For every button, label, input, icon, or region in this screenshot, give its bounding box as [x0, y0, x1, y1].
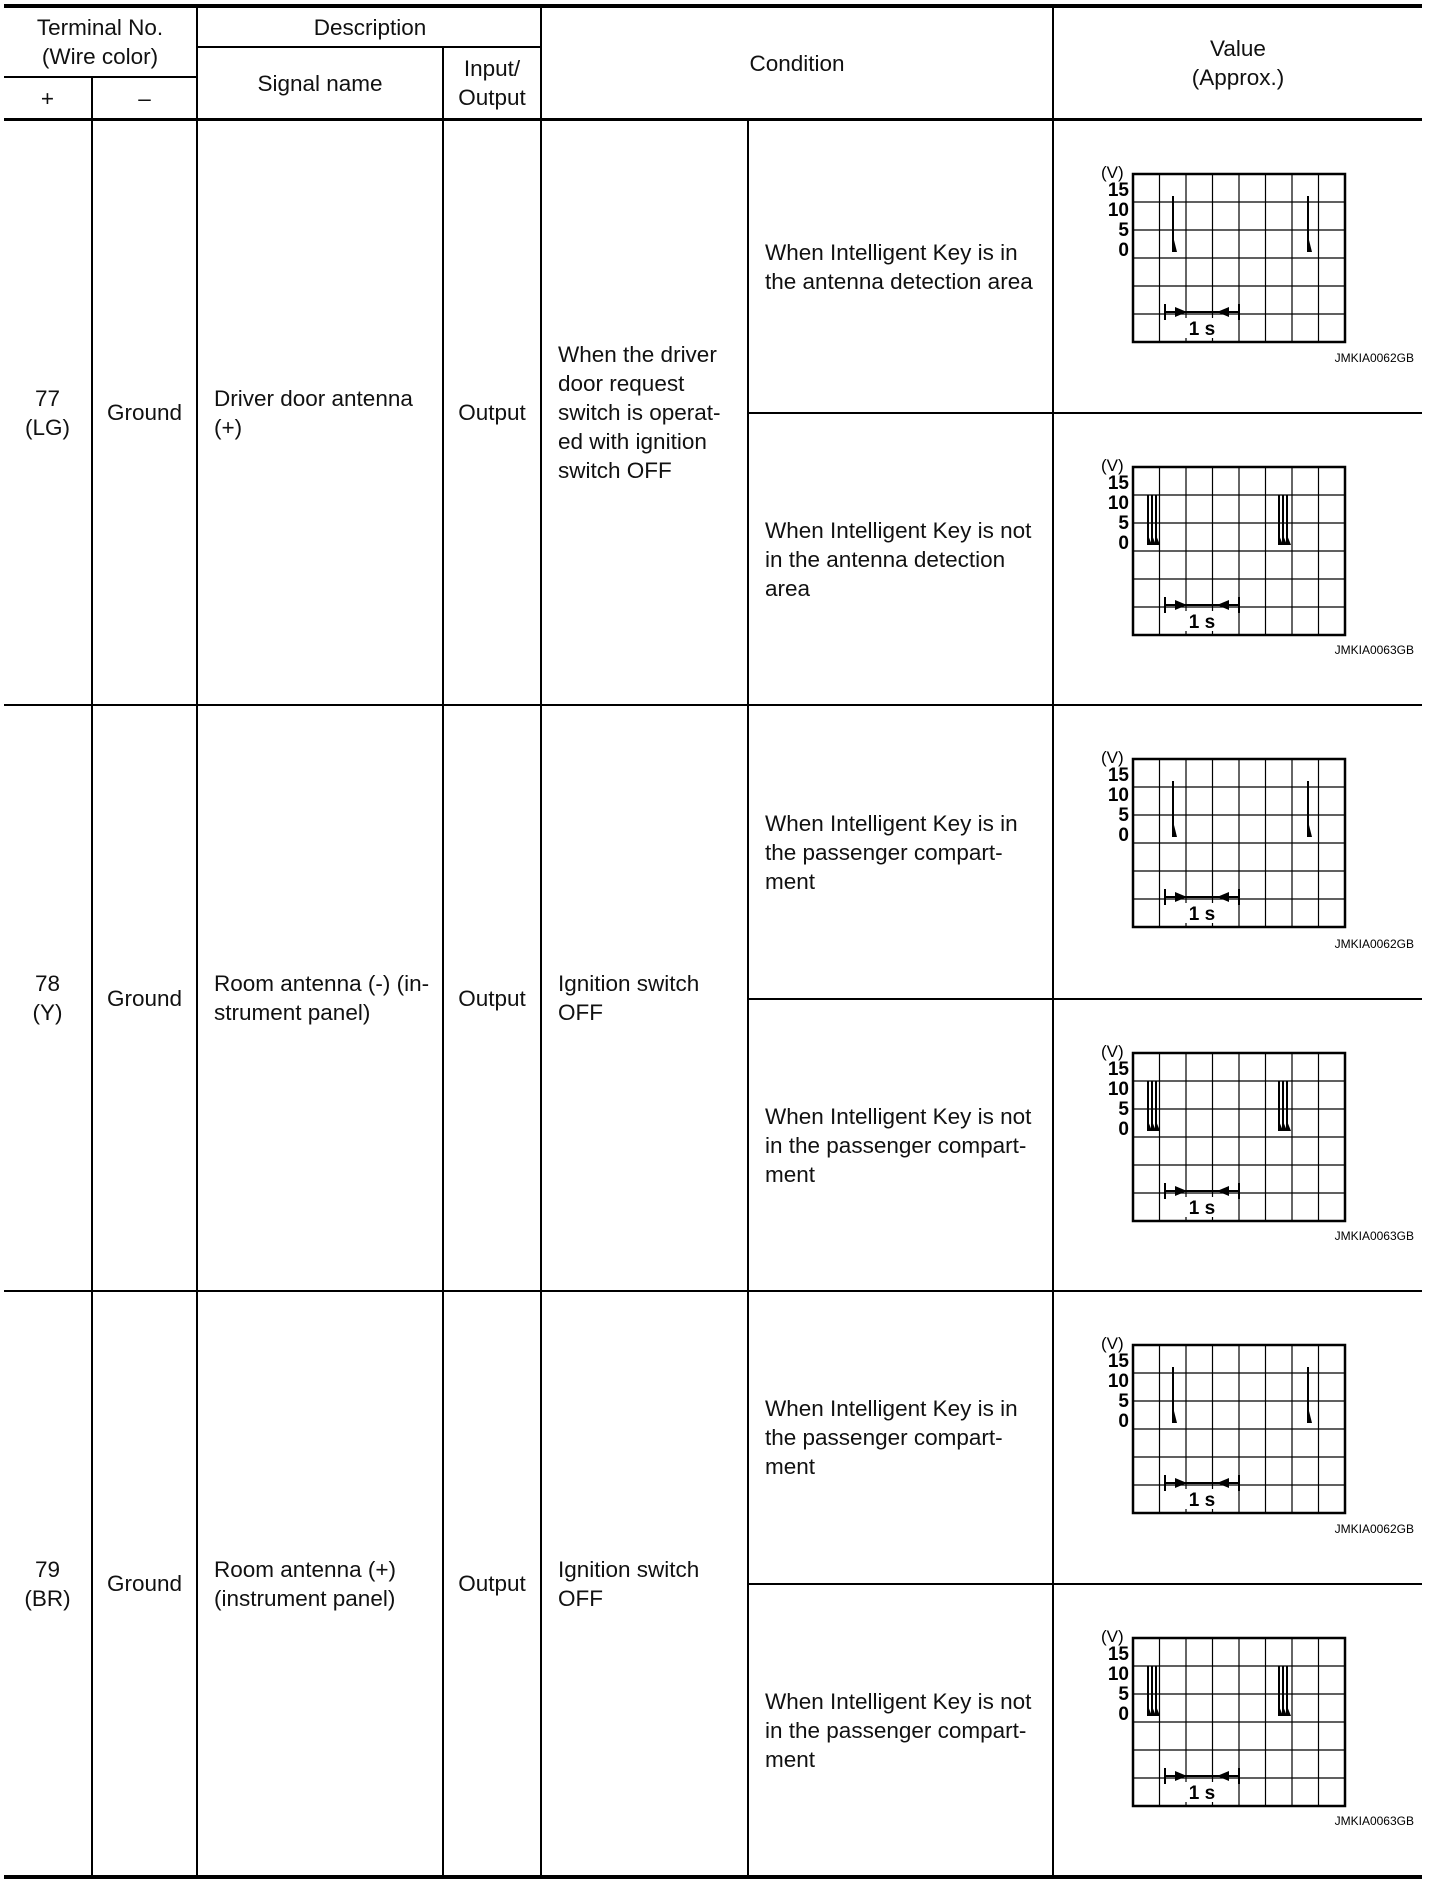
time-scale-arrow	[1175, 600, 1187, 610]
time-scale-arrow	[1175, 307, 1187, 317]
ground-label: Ground	[106, 400, 183, 425]
waveform-figure	[1054, 1292, 1422, 1583]
time-scale-label: 1 s	[1188, 1490, 1216, 1511]
signal-decay	[1287, 535, 1291, 545]
y-tick-label: 0	[1118, 1119, 1129, 1140]
sub-condition: When Intelligent Key is not in the antenna detection area	[765, 517, 1032, 601]
signal-decay	[1173, 1407, 1177, 1423]
time-scale-label: 1 s	[1188, 1198, 1216, 1219]
y-axis-unit: (V)	[1101, 1627, 1124, 1646]
signal-name: Room antenna (+) (instrument panel)	[214, 1556, 396, 1611]
header-minus: –	[138, 85, 151, 111]
y-tick-label: 5	[1118, 1684, 1129, 1705]
y-tick-label: 5	[1118, 805, 1129, 826]
waveform-chart	[1054, 414, 1422, 704]
time-scale-arrow	[1175, 892, 1187, 902]
time-scale-arrow	[1175, 1771, 1187, 1781]
header-value: Value (Approx.)	[1191, 36, 1285, 90]
waveform-figure	[1054, 706, 1422, 998]
time-scale-arrow	[1217, 1478, 1229, 1488]
y-axis-unit: (V)	[1101, 1042, 1124, 1061]
signal-name: Driver door antenna (+)	[214, 385, 413, 440]
figure-id: JMKIA0063GB	[1334, 1814, 1414, 1828]
condition: Ignition switch OFF	[558, 1556, 700, 1611]
header-description: Description	[313, 14, 427, 40]
time-scale-arrow	[1217, 307, 1229, 317]
time-scale-arrow	[1217, 600, 1229, 610]
y-tick-label: 10	[1107, 1079, 1129, 1100]
signal-decay	[1308, 821, 1312, 837]
y-tick-label: 5	[1118, 220, 1129, 241]
waveform-chart	[1054, 1000, 1422, 1290]
waveform-figure	[1054, 414, 1422, 704]
header-input-output: Input/ Output	[458, 56, 526, 110]
time-scale-arrow	[1217, 892, 1229, 902]
y-tick-label: 0	[1118, 825, 1129, 846]
header-plus: +	[40, 85, 55, 111]
y-tick-label: 0	[1118, 533, 1129, 554]
terminal-number: 77 (LG)	[25, 385, 70, 440]
y-tick-label: 0	[1118, 1704, 1129, 1725]
y-tick-label: 10	[1107, 493, 1129, 514]
ground-label: Ground	[106, 985, 183, 1011]
y-tick-label: 5	[1118, 1391, 1129, 1412]
waveform-chart	[1054, 1292, 1422, 1583]
header-signal-name: Signal name	[257, 70, 383, 96]
waveform-figure	[1054, 121, 1422, 412]
terminal-table	[4, 4, 1422, 1880]
y-tick-label: 15	[1107, 1059, 1129, 1080]
y-tick-label: 10	[1107, 1664, 1129, 1685]
time-scale-arrow	[1175, 1186, 1187, 1196]
y-tick-label: 15	[1107, 1644, 1129, 1665]
time-scale-arrow	[1217, 1186, 1229, 1196]
y-tick-label: 10	[1107, 1371, 1129, 1392]
time-scale-label: 1 s	[1188, 904, 1216, 925]
time-scale-label: 1 s	[1188, 612, 1216, 633]
y-tick-label: 0	[1118, 1411, 1129, 1432]
y-tick-label: 15	[1107, 473, 1129, 494]
y-tick-label: 15	[1107, 180, 1129, 201]
input-output: Output	[458, 400, 526, 425]
signal-decay	[1287, 1706, 1291, 1716]
figure-id: JMKIA0062GB	[1334, 351, 1414, 365]
condition: Ignition switch OFF	[558, 971, 700, 1025]
figure-id: JMKIA0062GB	[1334, 937, 1414, 951]
signal-decay	[1308, 1407, 1312, 1423]
time-scale-arrow	[1217, 1771, 1229, 1781]
input-output: Output	[458, 985, 526, 1011]
y-axis-unit: (V)	[1101, 1334, 1124, 1353]
y-tick-label: 15	[1107, 765, 1129, 786]
y-axis-unit: (V)	[1101, 163, 1124, 182]
figure-id: JMKIA0063GB	[1334, 643, 1414, 657]
signal-decay	[1173, 821, 1177, 837]
signal-name: Room antenna (-) (in- strument panel)	[214, 971, 430, 1025]
table-bottom-rule	[4, 1875, 1422, 1879]
figure-id: JMKIA0062GB	[1334, 1522, 1414, 1536]
time-scale-label: 1 s	[1188, 1783, 1216, 1804]
y-tick-label: 0	[1118, 240, 1129, 261]
waveform-chart	[1054, 706, 1422, 998]
figure-id: JMKIA0063GB	[1334, 1229, 1414, 1243]
waveform-chart	[1054, 1585, 1422, 1875]
input-output: Output	[458, 1571, 526, 1596]
terminal-number: 79 (BR)	[24, 1556, 71, 1611]
sub-condition: When Intelligent Key is not in the passenger compart- ment	[765, 1103, 1032, 1187]
header-condition: Condition	[749, 50, 845, 76]
sub-condition: When Intelligent Key is in the antenna detection area	[765, 239, 1033, 294]
waveform-chart	[1054, 121, 1422, 412]
y-tick-label: 5	[1118, 1099, 1129, 1120]
y-axis-unit: (V)	[1101, 748, 1124, 767]
time-scale-arrow	[1175, 1478, 1187, 1488]
condition: When the driver door request switch is operat- ed with ignition switch OFF	[558, 342, 721, 483]
y-tick-label: 15	[1107, 1351, 1129, 1372]
sub-condition: When Intelligent Key is in the passenger compart- ment	[765, 1396, 1018, 1479]
signal-decay	[1173, 236, 1177, 252]
sub-condition: When Intelligent Key is in the passenger compart- ment	[765, 810, 1018, 894]
waveform-figure	[1054, 1585, 1422, 1875]
time-scale-label: 1 s	[1188, 319, 1216, 340]
waveform-figure	[1054, 1000, 1422, 1290]
y-tick-label: 10	[1107, 785, 1129, 806]
header-terminal-no: Terminal No. (Wire color)	[36, 15, 164, 69]
signal-decay	[1308, 236, 1312, 252]
y-tick-label: 5	[1118, 513, 1129, 534]
y-axis-unit: (V)	[1101, 456, 1124, 475]
sub-condition: When Intelligent Key is not in the passenger compart- ment	[765, 1688, 1032, 1772]
y-tick-label: 10	[1107, 200, 1129, 221]
ground-label: Ground	[106, 1571, 183, 1596]
terminal-number: 78 (Y)	[32, 971, 63, 1025]
signal-decay	[1287, 1121, 1291, 1131]
